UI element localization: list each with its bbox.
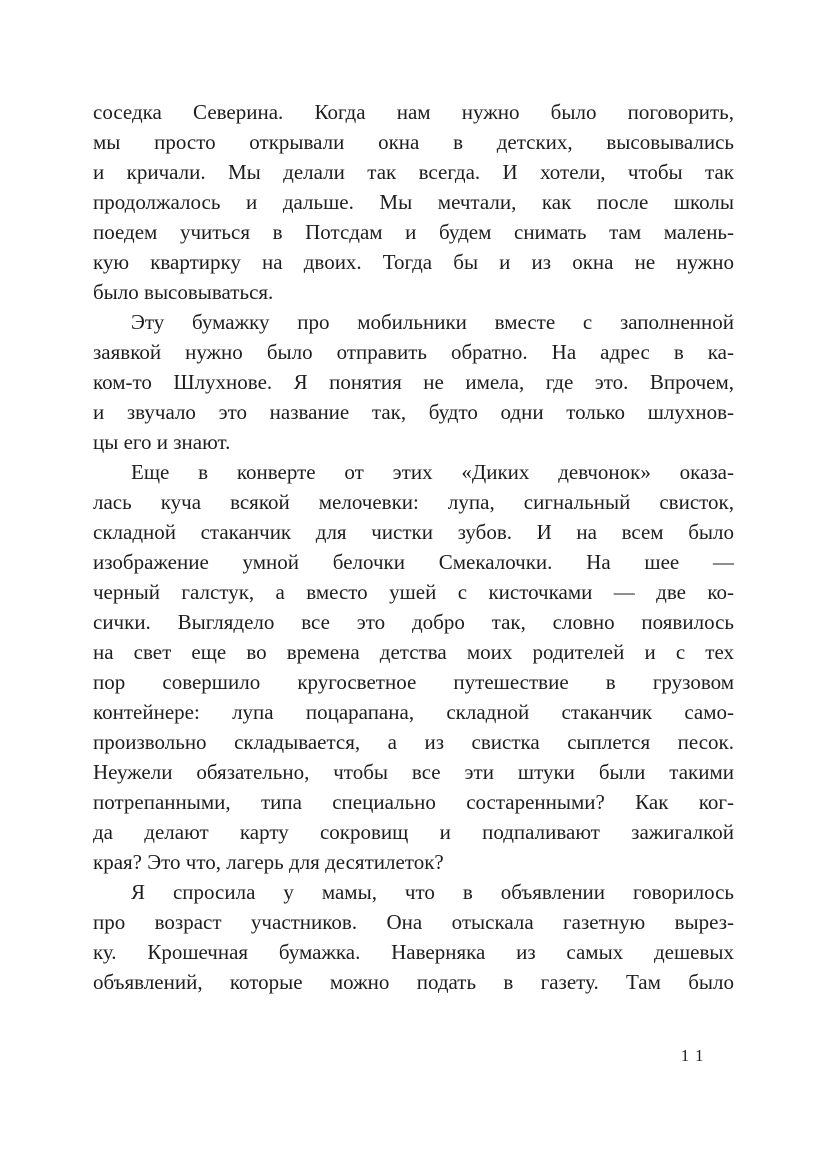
text-line: изображение умной белочки Смекалочки. На шее — (93, 550, 734, 574)
text-line: сички. Выглядело все это добро так, словно появилось (93, 610, 734, 634)
text-line: да делают карту сокровищ и подпаливают зажигалкой (93, 820, 734, 844)
paragraph (93, 457, 734, 877)
text-line: цы его и знают. (93, 430, 231, 454)
text-line: про возраст участников. Она отыскала газетную вырез- (93, 910, 734, 934)
text-line: складной стаканчик для чистки зубов. И на всем было (93, 520, 734, 544)
text-line: было высовываться. (93, 280, 274, 304)
text-line: ком-то Шлухнове. Я понятия не имела, где это. Впрочем, (93, 370, 734, 394)
text-line: Я спросила у мамы, что в объявлении говорилось (131, 880, 734, 904)
text-line: края? Это что, лагерь для десятилеток? (93, 850, 444, 874)
text-line: кую квартирку на двоих. Тогда бы и из окна не нужно (93, 250, 734, 274)
text-line: ку. Крошечная бумажка. Наверняка из самых дешевых (93, 940, 734, 964)
text-block (93, 97, 734, 997)
text-line: объявлений, которые можно подать в газету. Там было (93, 970, 734, 994)
paragraph (93, 877, 734, 997)
text-line: черный галстук, а вместо ушей с кисточками — две ко- (93, 580, 734, 604)
text-line: пор совершило кругосветное путешествие в грузовом (93, 670, 734, 694)
text-line: потрепанными, типа специально состаренными? Как ког- (93, 790, 734, 814)
text-line: поедем учиться в Потсдам и будем снимать там малень- (93, 220, 734, 244)
text-line: и кричали. Мы делали так всегда. И хотели, чтобы так (93, 160, 734, 184)
text-line: и звучало это название так, будто одни только шлухнов- (93, 400, 734, 424)
text-line: Еще в конверте от этих «Диких девчонок» оказа- (131, 460, 734, 484)
text-line: Неужели обязательно, чтобы все эти штуки были такими (93, 760, 734, 784)
page-number: 11 (680, 1046, 710, 1065)
text-line: заявкой нужно было отправить обратно. На адрес в ка- (93, 340, 734, 364)
text-line: лась куча всякой мелочевки: лупа, сигнальный свисток, (93, 490, 734, 514)
text-line: соседка Северина. Когда нам нужно было поговорить, (93, 100, 734, 124)
text-line: произвольно складывается, а из свистка сыплется песок. (93, 730, 734, 754)
text-line: Эту бумажку про мобильники вместе с заполненной (131, 310, 734, 334)
paragraph (93, 307, 734, 457)
paragraph (93, 97, 734, 307)
text-line: мы просто открывали окна в детских, высовывались (93, 130, 734, 154)
text-line: на свет еще во времена детства моих родителей и с тех (93, 640, 734, 664)
text-line: контейнере: лупа поцарапана, складной стаканчик само- (93, 700, 734, 724)
text-line: продолжалось и дальше. Мы мечтали, как после школы (93, 190, 734, 214)
